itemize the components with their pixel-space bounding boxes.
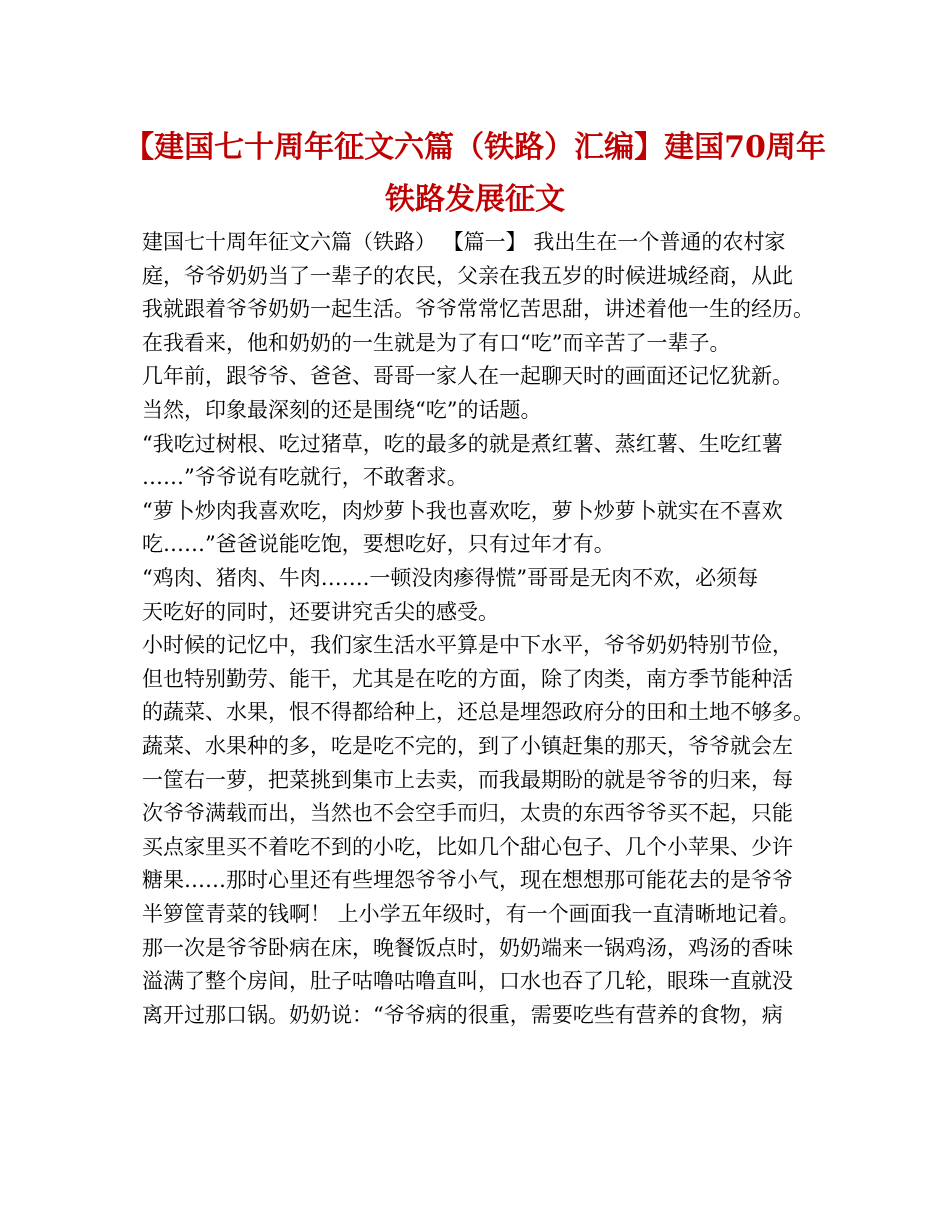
body-line: 天吃好的同时，还要讲究舌尖的感受。 (142, 599, 499, 624)
body-line: 建国七十周年征文六篇（铁路） 【篇一】 我出生在一个普通的农村家 (142, 230, 786, 254)
body-line: 糖果……那时心里还有些埋怨爷爷小气，现在想想那可能花去的是爷爷 (142, 868, 793, 893)
body-line: 次爷爷满载而出，当然也不会空手而归，太贵的东西爷爷买不起，只能 (142, 801, 793, 826)
body-line: 溢满了整个房间，肚子咕噜咕噜直叫，口水也吞了几轮，眼珠一直就没 (142, 969, 793, 994)
body-line: 吃……”爸爸说能吃饱，要想吃好，只有过年才有。 (142, 532, 615, 557)
body-line: 但也特别勤劳、能干，尤其是在吃的方面，除了肉类，南方季节能种活 (142, 666, 793, 691)
body-line: 买点家里买不着吃不到的小吃，比如几个甜心包子、几个小苹果、少许 (142, 834, 793, 859)
body-line: 蔬菜、水果种的多，吃是吃不完的，到了小镇赶集的那天，爷爷就会左 (142, 734, 793, 758)
body-line: 离开过那口锅。奶奶说：“爷爷病的很重，需要吃些有营养的食物，病 (142, 1002, 783, 1027)
body-line: 几年前，跟爷爷、爸爸、哥哥一家人在一起聊天时的画面还记忆犹新。 (142, 364, 793, 389)
document-title-line-2 (0, 180, 950, 220)
body-line: 我就跟着爷爷奶奶一起生活。爷爷常常忆苦思甜，讲述着他一生的经历。 (142, 297, 814, 322)
body-line: 那一次是爷爷卧病在床，晚餐饭点时，奶奶端来一锅鸡汤，鸡汤的香味 (142, 935, 793, 960)
body-line: 半箩筐青菜的钱啊！ 上小学五年级时，有一个画面我一直清晰地记着。 (142, 902, 800, 926)
title-text: 铁路发展征文 (385, 182, 565, 217)
body-line: 当然，印象最深刻的还是围绕“吃”的话题。 (142, 398, 542, 422)
body-line: 庭，爷爷奶奶当了一辈子的农民，父亲在我五岁的时候进城经商，从此 (142, 263, 793, 288)
document-title-line-1 (0, 128, 950, 168)
body-line: 小时候的记忆中，我们家生活水平算是中下水平，爷爷奶奶特别节俭， (142, 633, 793, 658)
body-line: 在我看来，他和奶奶的一生就是为了有口“吃”而辛苦了一辈子。 (142, 330, 731, 355)
body-line: 一筐右一萝，把菜挑到集市上去卖，而我最期盼的就是爷爷的归来，每 (142, 767, 793, 792)
title-text: 【建国七十周年征文六篇（铁路）汇编】建国70周年 (124, 130, 826, 165)
body-line: “鸡肉、猪肉、牛肉…….一顿没肉瘆得慌”哥哥是无肉不欢，必须每 (142, 566, 759, 590)
body-line: ……”爷爷说有吃就行，不敢奢求。 (142, 465, 468, 490)
body-line: “萝卜炒肉我喜欢吃，肉炒萝卜我也喜欢吃，萝卜炒萝卜就实在不喜欢 (142, 498, 783, 523)
body-line: 的蔬菜、水果，恨不得都给种上，还总是埋怨政府分的田和土地不够多。 (142, 700, 814, 725)
body-line: “我吃过树根、吃过猪草，吃的最多的就是煮红薯、蒸红薯、生吃红薯 (142, 431, 783, 456)
